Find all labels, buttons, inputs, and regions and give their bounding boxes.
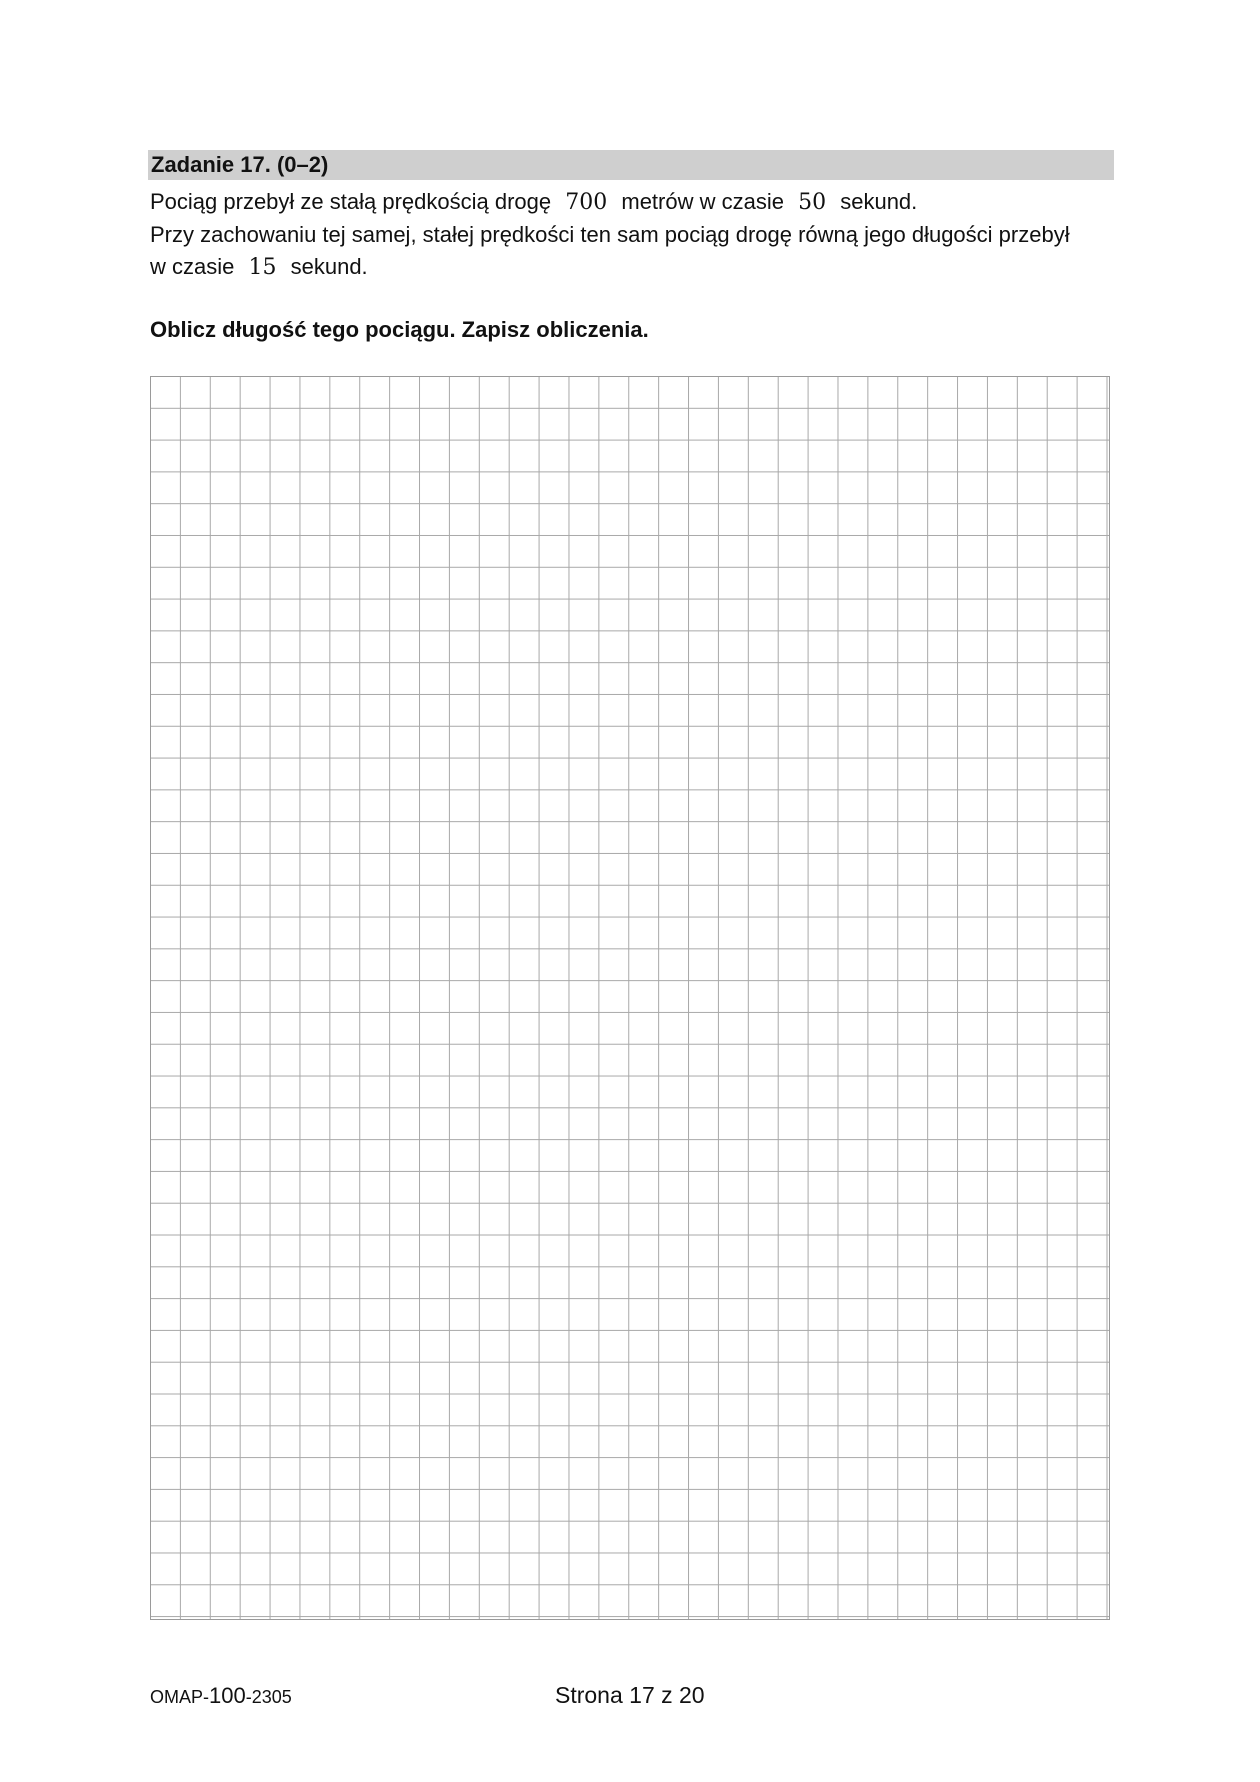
time-value: 15	[248, 255, 277, 280]
problem-line-1	[150, 186, 1120, 219]
answer-grid[interactable]	[150, 376, 1110, 1620]
page-number: Strona 17 z 20	[555, 1682, 705, 1708]
problem-line-2	[150, 219, 1120, 251]
problem-text: Pociąg przebył ze stałą prędkością drogę	[150, 189, 552, 214]
time-value: 50	[798, 190, 827, 215]
exam-code-suffix: -2305	[245, 1687, 292, 1707]
instruction: Oblicz długość tego pociągu. Zapisz obliczenia.	[150, 317, 649, 342]
task-header	[148, 150, 1114, 180]
problem-text: sekund.	[290, 254, 368, 279]
problem-statement	[150, 186, 1120, 284]
exam-code-mid: 100	[209, 1683, 246, 1708]
exam-code	[150, 1683, 292, 1710]
problem-text: sekund.	[840, 189, 918, 214]
problem-line-3	[150, 251, 1120, 284]
problem-text: Przy zachowaniu tej samej, stałej prędkości ten sam pociąg drogę równą jego długości przebył	[150, 222, 1070, 247]
problem-text: w czasie	[150, 254, 235, 279]
distance-value: 700	[565, 190, 608, 215]
problem-text: metrów w czasie	[621, 189, 784, 214]
task-title: Zadanie 17. (0–2)	[151, 152, 329, 177]
exam-code-prefix: OMAP-	[150, 1687, 210, 1707]
